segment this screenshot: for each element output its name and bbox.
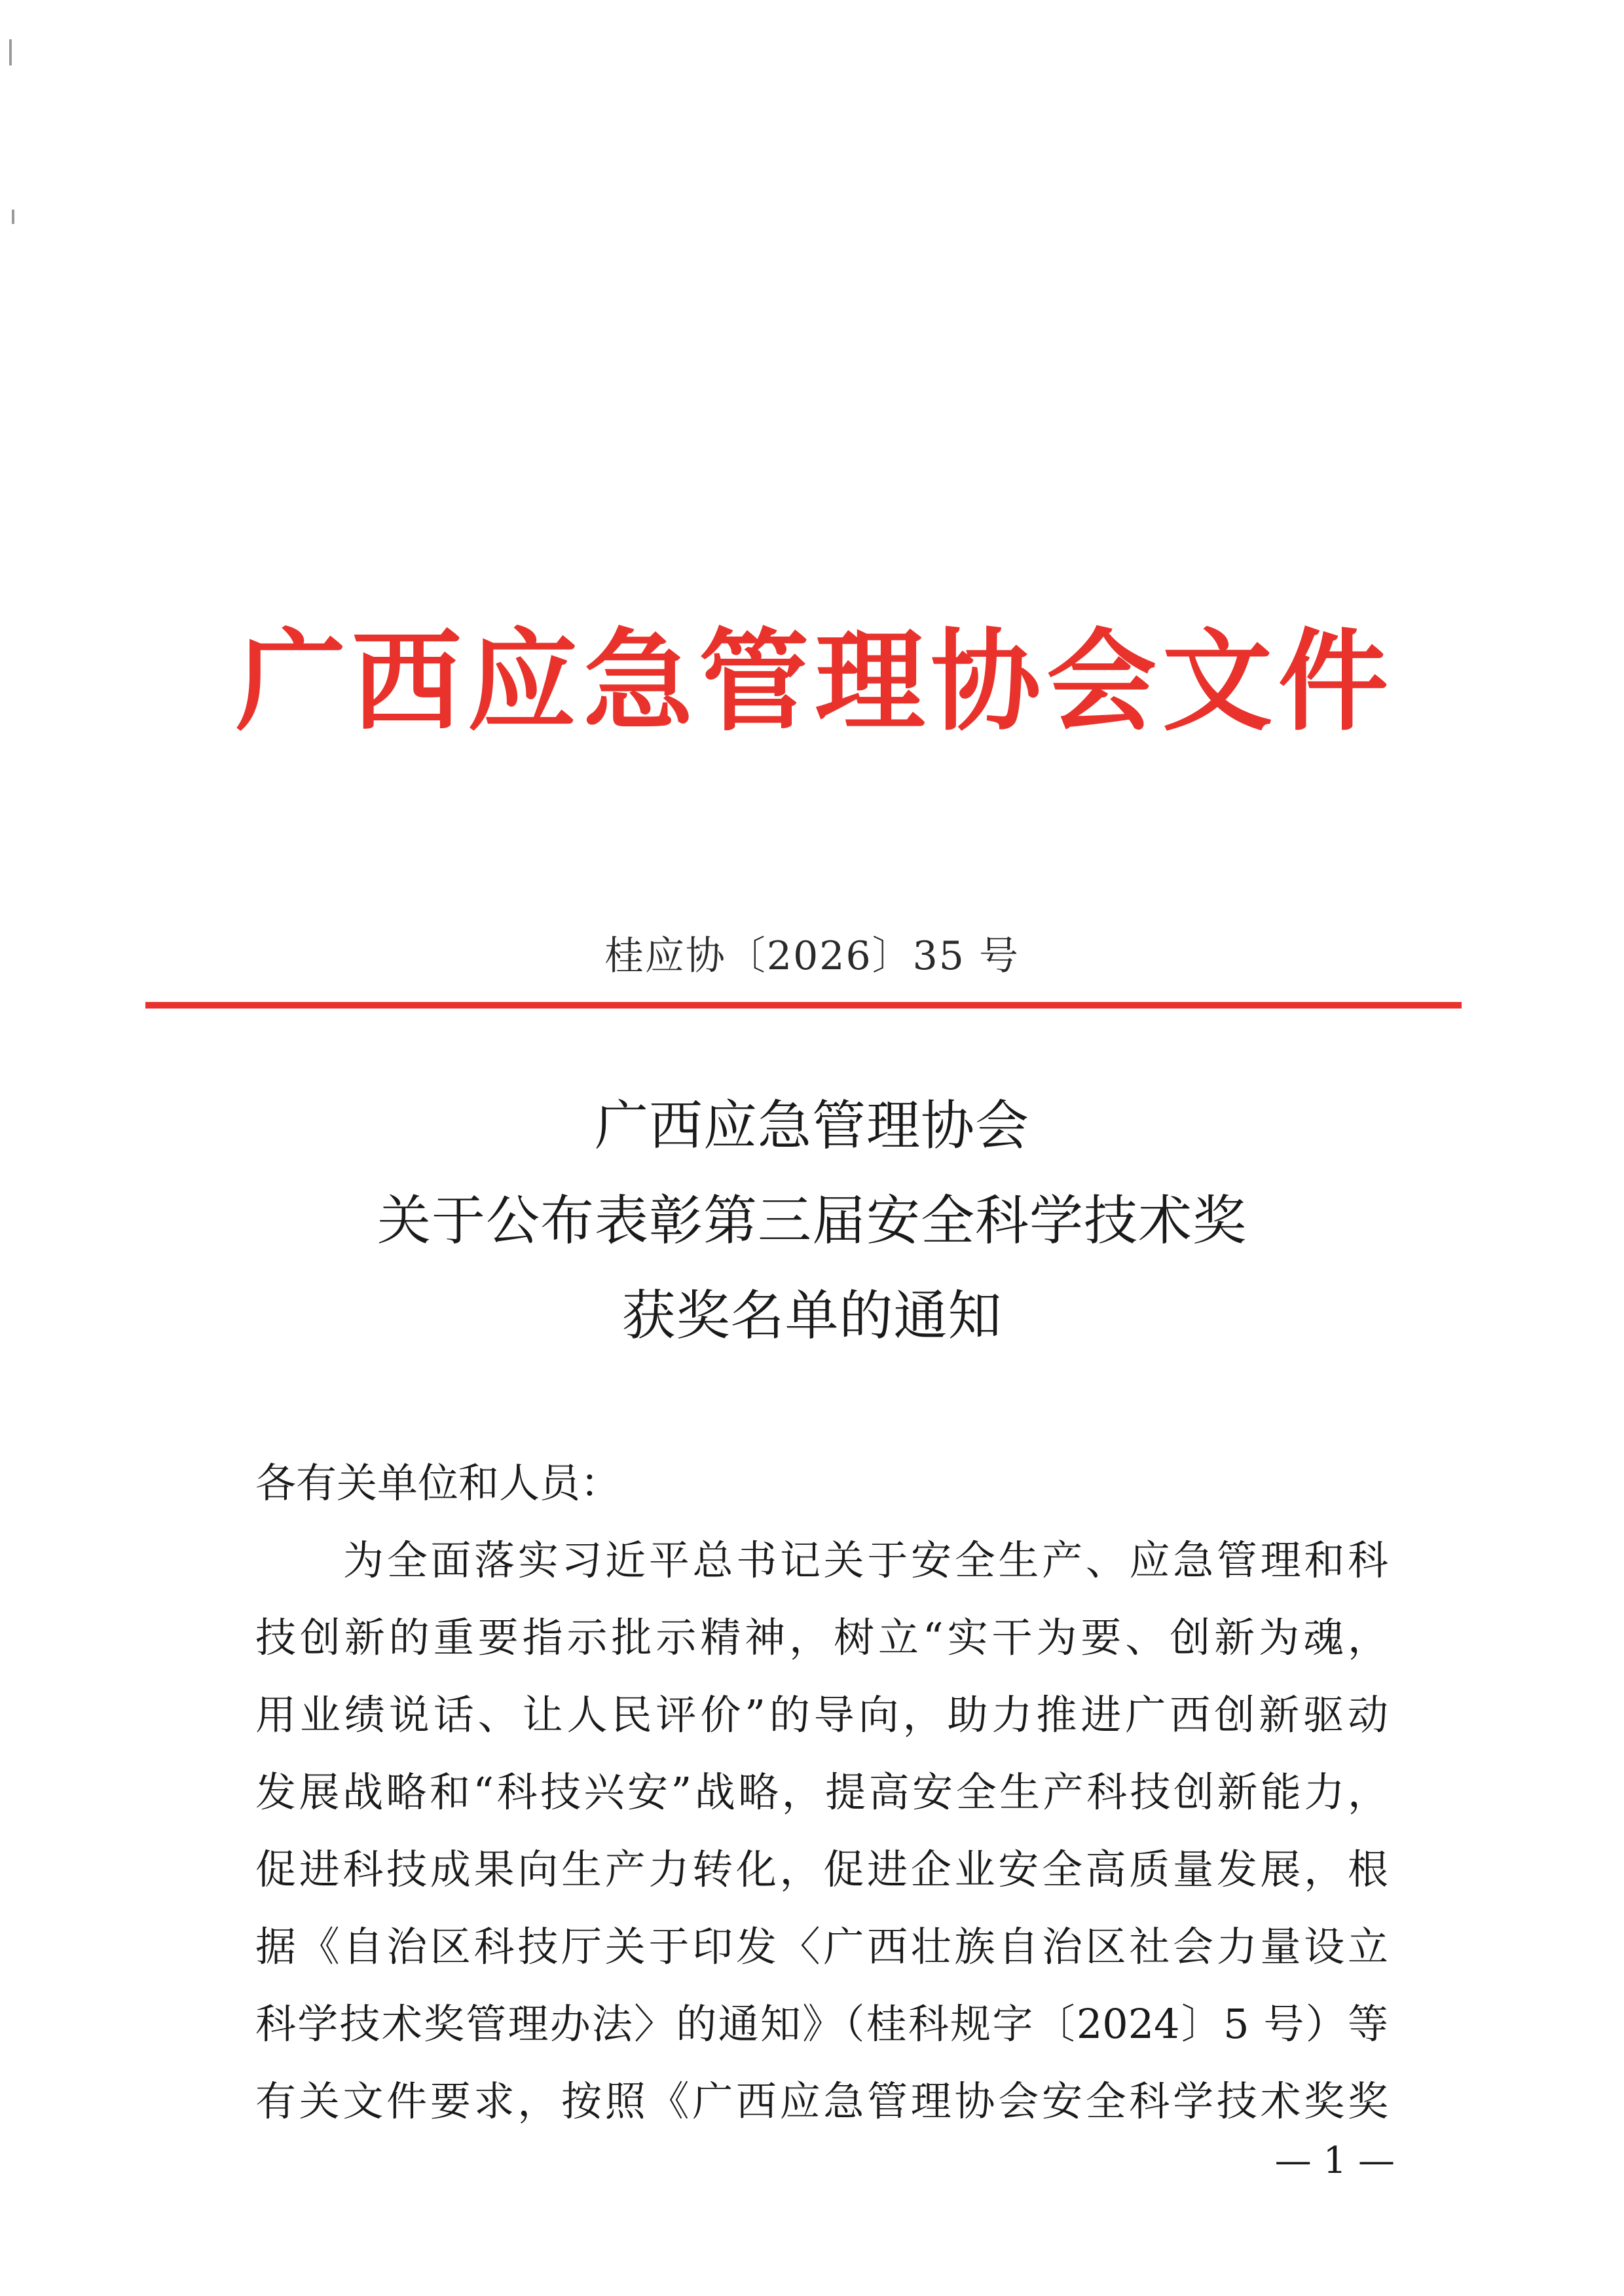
masthead-title (236, 616, 1388, 747)
masthead-char: 急 (583, 616, 693, 746)
notice-title-line-2: 关于公布表彰第三届安全科学技术奖 (377, 1190, 1247, 1252)
body-paragraph-line: 为全面落实习近平总书记关于安全生产、应急管理和科 (343, 1536, 1388, 1584)
notice-title-line-3: 获奖名单的通知 (621, 1285, 1003, 1347)
masthead-char: 广 (236, 616, 346, 746)
body-paragraph-line: 有关文件要求，按照《广西应急管理协会安全科学技术奖奖 (255, 2077, 1388, 2125)
notice-title-line-1: 广西应急管理协会 (594, 1095, 1029, 1157)
body-paragraph-line: 据《自治区科技厅关于印发〈广西壮族自治区社会力量设立 (255, 1923, 1388, 1971)
masthead-char: 会 (1046, 616, 1157, 746)
body-paragraph-line: 科学技术奖管理办法〉的通知》（桂科规字〔2024〕5 号）等 (255, 2000, 1388, 2048)
scan-edge-mark (9, 39, 12, 65)
salutation: 各有关单位和人员： (255, 1459, 621, 1507)
masthead-char: 理 (815, 616, 925, 746)
body-paragraph-line: 用业绩说话、让人民评价”的导向，助力推进广西创新驱动 (255, 1691, 1388, 1739)
red-divider-line (145, 1002, 1462, 1009)
masthead-char: 管 (699, 616, 809, 746)
masthead-char: 协 (931, 616, 1041, 746)
body-paragraph-line: 技创新的重要指示批示精神，树立“实干为要、创新为魂， (255, 1614, 1388, 1661)
body-paragraph-line: 促进科技成果向生产力转化，促进企业安全高质量发展，根 (255, 1845, 1388, 1893)
masthead-char: 应 (467, 616, 578, 746)
body-paragraph-line: 发展战略和“科技兴安”战略，提高安全生产科技创新能力， (255, 1768, 1388, 1816)
masthead-char: 件 (1278, 616, 1388, 746)
page-number: — 1 — (1274, 2139, 1395, 2182)
masthead-char: 文 (1162, 616, 1272, 746)
masthead-char: 西 (351, 616, 462, 746)
scan-edge-mark (12, 210, 14, 224)
document-number: 桂应协〔2026〕35 号 (604, 933, 1020, 979)
